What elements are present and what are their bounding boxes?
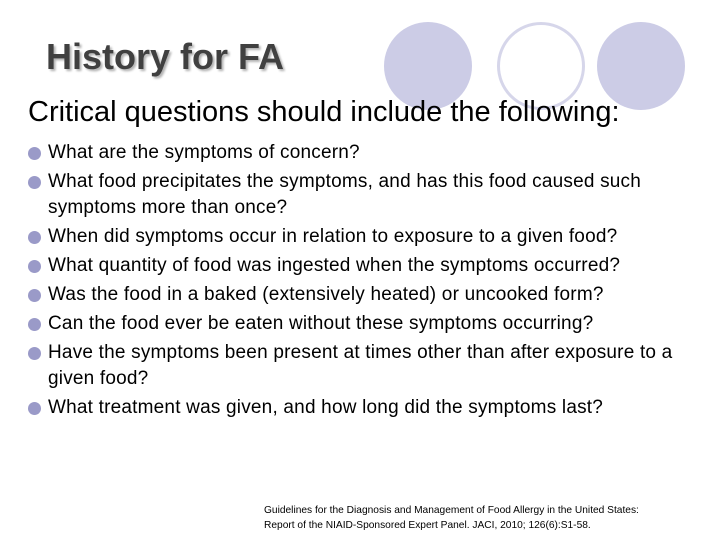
list-item bbox=[28, 169, 718, 221]
list-item-text: Was the food in a baked (extensively heated) or uncooked form? bbox=[48, 284, 604, 305]
citation-line: Guidelines for the Diagnosis and Management of Food Allergy in the United States: bbox=[264, 505, 639, 516]
list-item-text: What treatment was given, and how long did the symptoms last? bbox=[48, 397, 604, 418]
bullet-icon bbox=[28, 260, 41, 273]
citation bbox=[264, 503, 714, 533]
list-item-text: Have the symptoms been present at times other than after exposure to a given food? bbox=[48, 342, 673, 389]
question-list bbox=[28, 140, 718, 424]
bullet-icon bbox=[28, 347, 41, 360]
list-item-text: What food precipitates the symptoms, and has this food caused such symptoms more than once? bbox=[48, 171, 642, 218]
bullet-icon bbox=[28, 318, 41, 331]
list-item bbox=[28, 340, 718, 392]
list-item bbox=[28, 140, 718, 166]
bullet-icon bbox=[28, 402, 41, 415]
list-item bbox=[28, 311, 718, 337]
bullet-icon bbox=[28, 231, 41, 244]
slide-title: History for FA bbox=[46, 36, 285, 77]
list-item-text: When did symptoms occur in relation to exposure to a given food? bbox=[48, 226, 618, 247]
bullet-icon bbox=[28, 176, 41, 189]
list-item bbox=[28, 224, 718, 250]
bullet-icon bbox=[28, 289, 41, 302]
list-item-text: What are the symptoms of concern? bbox=[48, 142, 360, 163]
bullet-icon bbox=[28, 147, 41, 160]
list-item-text: Can the food ever be eaten without these symptoms occurring? bbox=[48, 313, 594, 334]
list-item bbox=[28, 253, 718, 279]
citation-line: Report of the NIAID-Sponsored Expert Panel. JACI, 2010; 126(6):S1-58. bbox=[264, 520, 591, 531]
slide-subtitle: Critical questions should include the following: bbox=[28, 96, 620, 128]
list-item bbox=[28, 395, 718, 421]
list-item bbox=[28, 282, 718, 308]
list-item-text: What quantity of food was ingested when the symptoms occurred? bbox=[48, 255, 621, 276]
